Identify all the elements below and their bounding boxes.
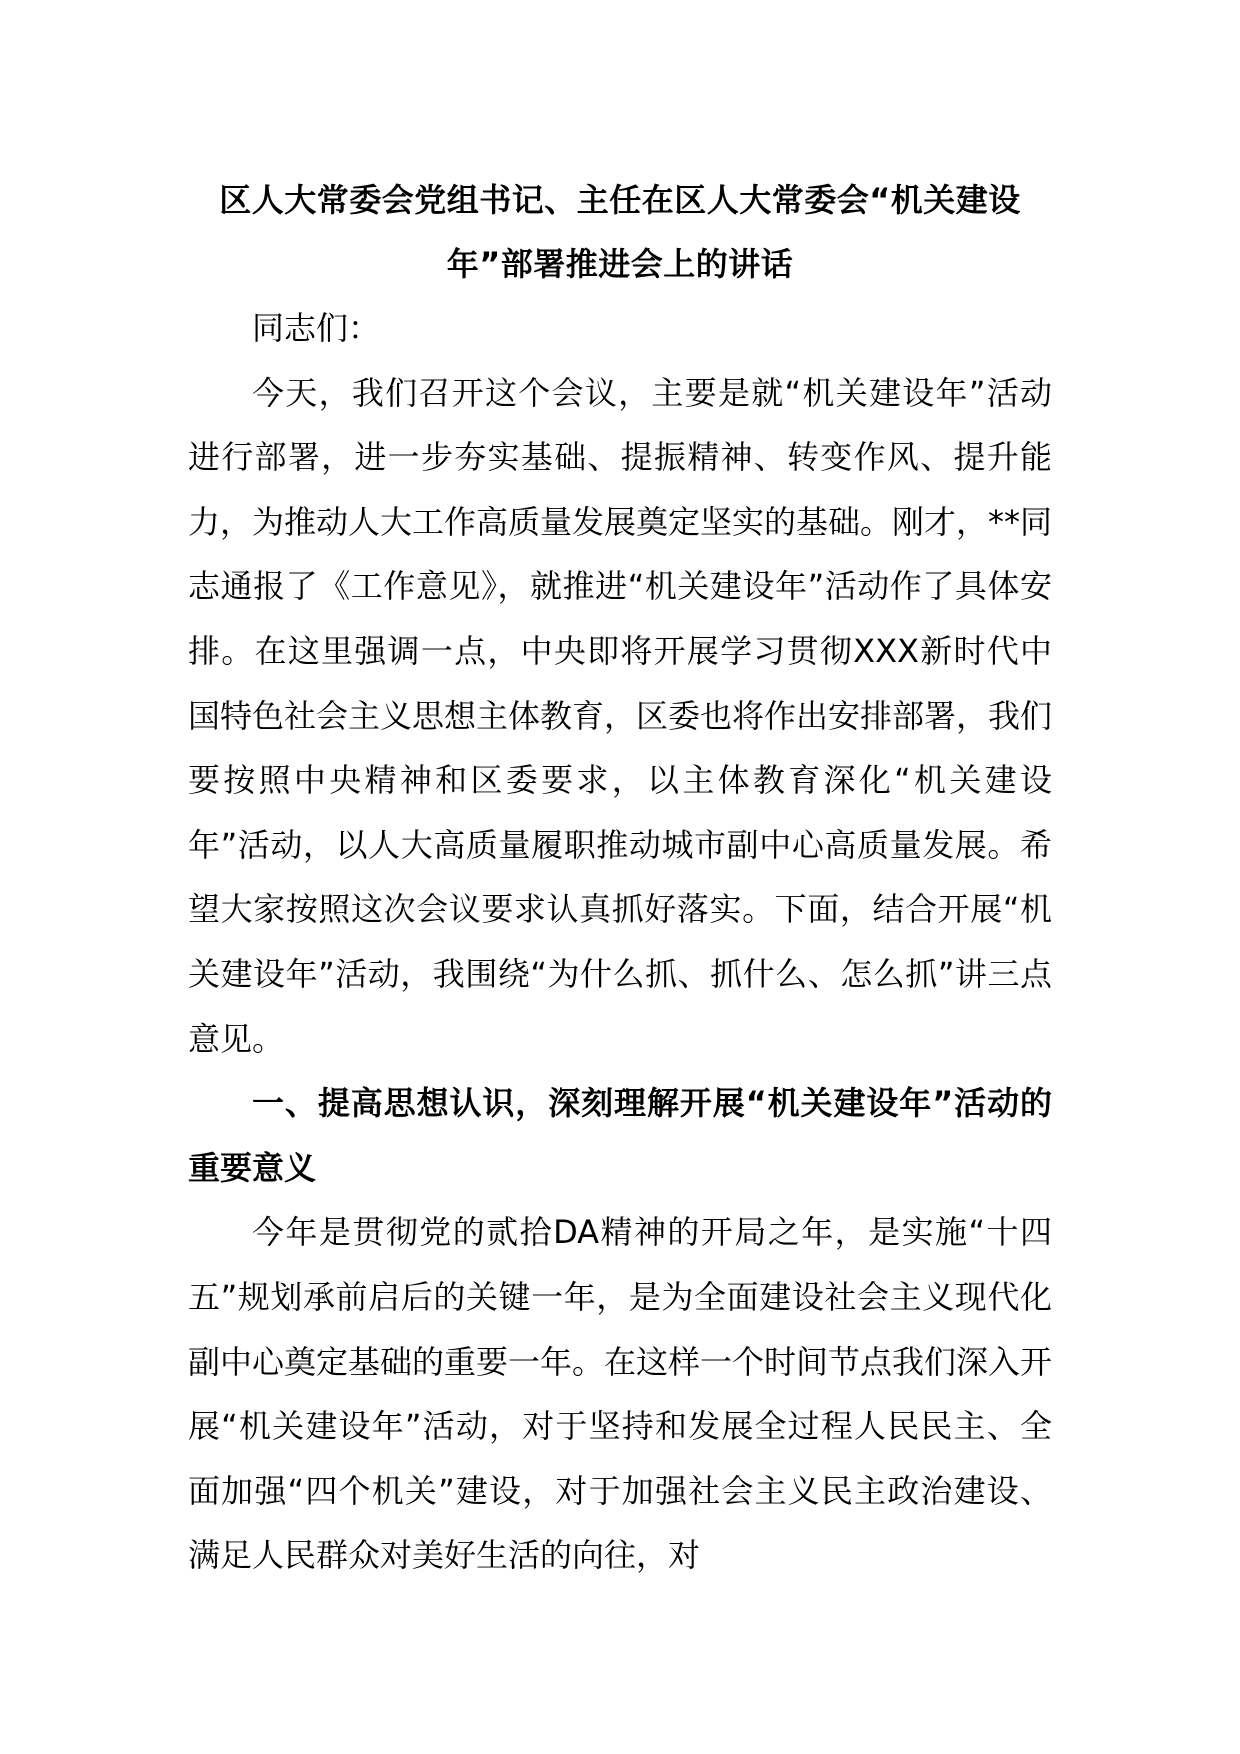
intro-paragraph: 今天，我们召开这个会议，主要是就“机关建设年”活动进行部署，进一步夯实基础、提振精神、转变作风、提升能力，为推动人大工作高质量发展奠定坚实的基础。刚才，**同志通报了《工作意见》，就推进“机关建设年”活动作了具体安排。在这里强调一点，中央即将开展学习贯彻XXX新时代中国特色社会主义思想主体教育，区委也将作出安排部署，我们要按照中央精神和区委要求，以主体教育深化“机关建设年”活动，以人大高质量履职推动城市副中心高质量发展。希望大家按照这次会议要求认真抓好落实。下面，结合开展“机关建设年”活动，我围绕“为什么抓、抓什么、怎么抓”讲三点意见。 (188, 373, 1053, 1058)
salutation: 同志们： (252, 309, 381, 347)
document-title: 区人大常委会党组书记、主任在区人大常委会“机关建设年”部署推进会上的讲话 (219, 181, 1021, 283)
section-heading: 一、提高思想认识，深刻理解开展“机关建设年”活动的重要意义 (188, 1084, 1052, 1187)
section-paragraph: 今年是贯彻党的贰拾DA精神的开局之年，是实施“十四五”规划承前启后的关键一年，是为全面建设社会主义现代化副中心奠定基础的重要一年。在这样一个时间节点我们深入开展“机关建设年”活动，对于坚持和发展全过程人民民主、全面加强“四个机关”建设，对于加强社会主义民主政治建设、满足人民群众对美好生活的向往，对 (188, 1213, 1053, 1575)
document-body (188, 296, 1052, 1588)
